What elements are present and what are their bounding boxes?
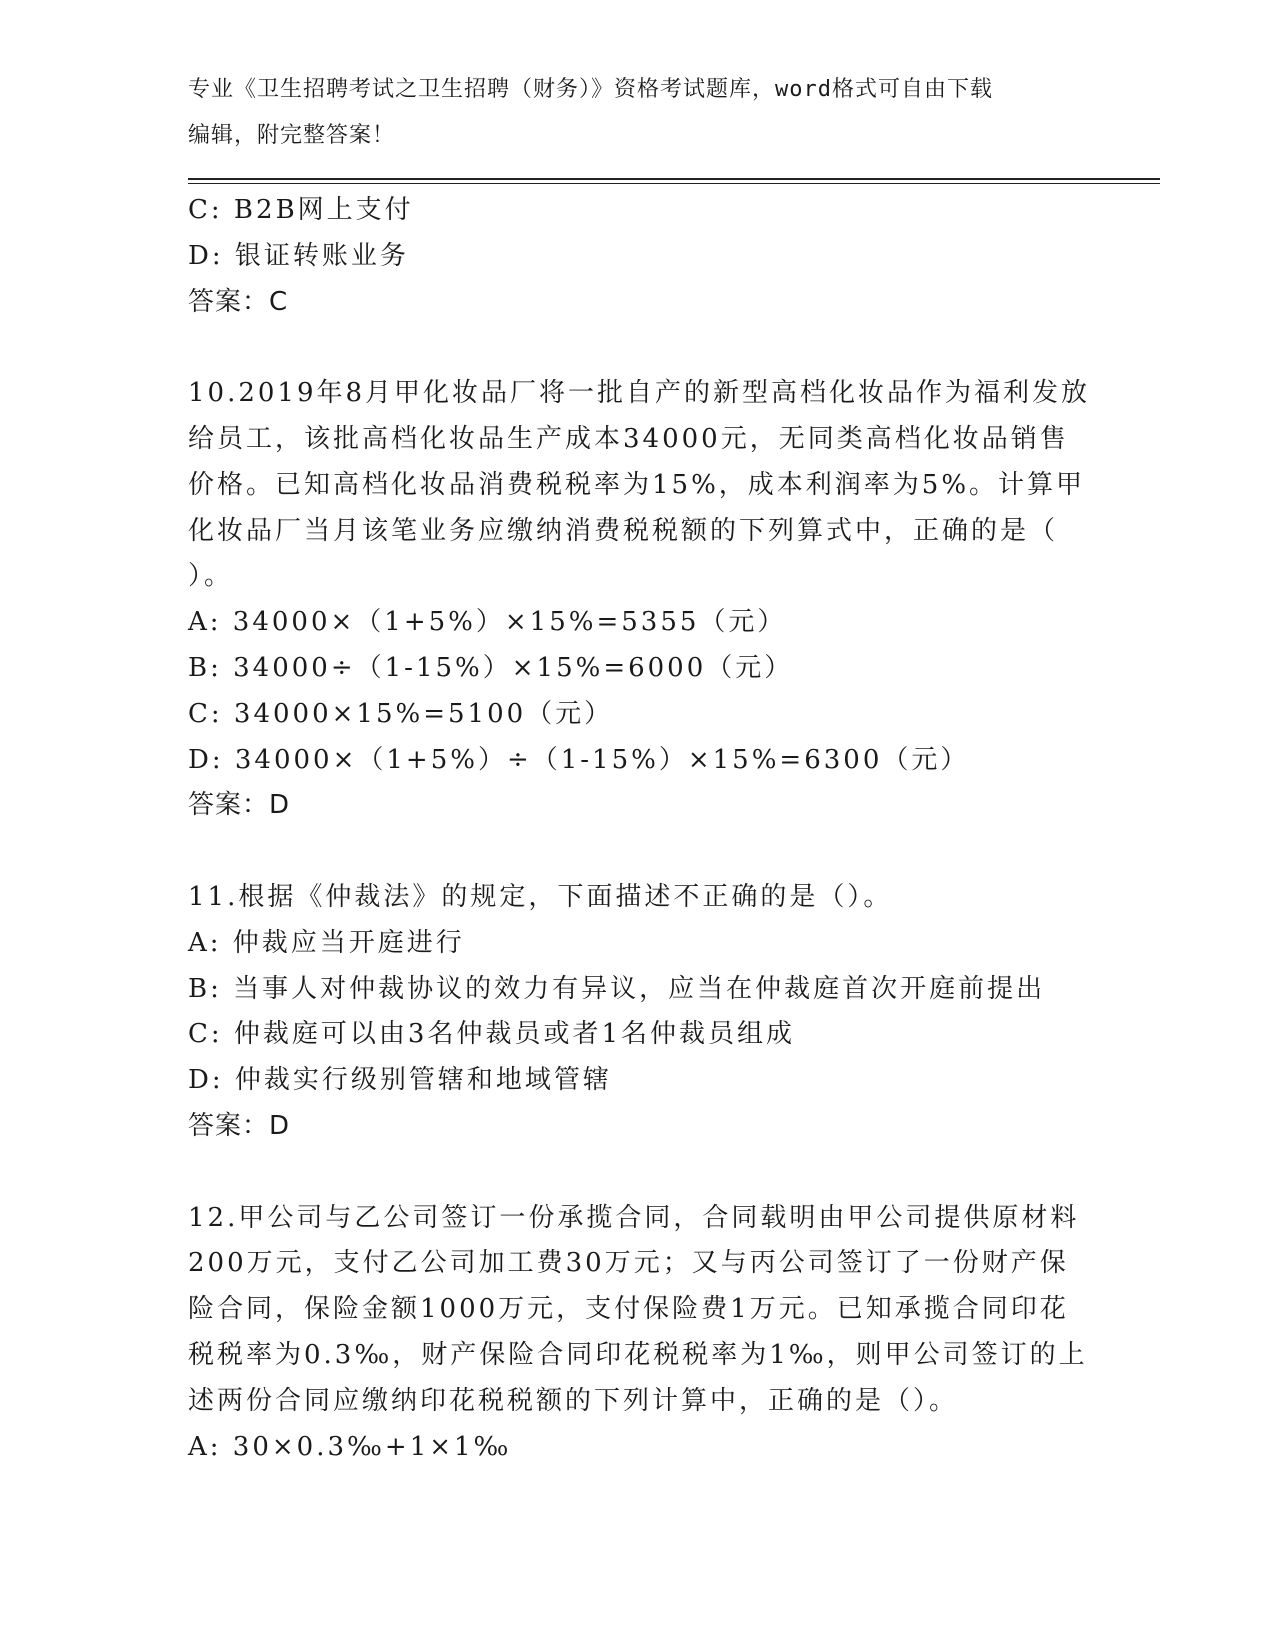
- question-content: [188, 188, 1091, 1470]
- q12-stem-line: 险合同，保险金额1000万元，支付保险费1万元。已知承揽合同印花: [188, 1294, 1069, 1325]
- q12-stem-line: 200万元，支付乙公司加工费30万元；又与丙公司签订了一份财产保: [188, 1248, 1069, 1279]
- spacer: [188, 325, 1088, 371]
- spacer: [188, 1150, 1088, 1196]
- q12-stem-line: 税税率为0.3‰，财产保险合同印花税税率为1‰，则甲公司签订的上: [188, 1339, 1088, 1370]
- q12-stem-line: 述两份合同应缴纳印花税税额的下列计算中，正确的是（）。: [188, 1385, 959, 1416]
- q12-stem-line: 12.甲公司与乙公司签订一份承揽合同，合同载明由甲公司提供原材料: [188, 1202, 1080, 1233]
- q10-option-b: B: 34000÷（1-15%）×15%=6000（元）: [188, 652, 794, 683]
- q11-answer: 答案：D: [188, 1110, 291, 1141]
- q10-stem-line: ）。: [188, 561, 234, 592]
- q10-stem-line: 价格。已知高档化妆品消费税税率为15%，成本利润率为5%。计算甲: [188, 469, 1086, 500]
- q9-option-d: D: 银证转账业务: [188, 240, 409, 271]
- q9-option-c: C: B2B网上支付: [188, 195, 414, 225]
- q10-stem-line: 给员工，该批高档化妆品生产成本34000元，无同类高档化妆品销售: [188, 423, 1069, 454]
- q10-stem-line: 10.2019年8月甲化妆品厂将一批自产的新型高档化妆品作为福利发放: [188, 378, 1091, 409]
- q11-option-b: B: 当事人对仲裁协议的效力有异议，应当在仲裁庭首次开庭前提出: [188, 973, 1046, 1004]
- header-divider-thin: [188, 183, 1160, 184]
- q11-stem: 11.根据《仲裁法》的规定，下面描述不正确的是（）。: [188, 881, 893, 912]
- q10-option-d: D: 34000×（1+5%）÷（1-15%）×15%=6300（元）: [188, 744, 970, 775]
- document-header: [188, 74, 1068, 166]
- q10-option-c: C: 34000×15%=5100（元）: [188, 698, 614, 729]
- q11-option-c: C: 仲裁庭可以由3名仲裁员或者1名仲裁员组成: [188, 1019, 796, 1050]
- q12-option-a: A: 30×0.3‰+1×1‰: [188, 1431, 512, 1462]
- q10-stem-line: 化妆品厂当月该笔业务应缴纳消费税税额的下列算式中，正确的是（: [188, 515, 1059, 546]
- q10-answer: 答案：D: [188, 790, 291, 821]
- q11-option-d: D: 仲裁实行级别管辖和地域管辖: [188, 1065, 612, 1096]
- spacer: [188, 829, 1088, 875]
- header-divider-thick: [188, 178, 1160, 180]
- q11-option-a: A: 仲裁应当开庭进行: [188, 927, 465, 958]
- q9-answer: 答案：C: [188, 286, 289, 317]
- header-line-2: 编辑，附完整答案！: [188, 122, 396, 148]
- q10-option-a: A: 34000×（1+5%）×15%=5355（元）: [188, 607, 787, 638]
- header-line-1: 专业《卫生招聘考试之卫生招聘（财务）》资格考试题库，word格式可自由下载: [188, 77, 993, 102]
